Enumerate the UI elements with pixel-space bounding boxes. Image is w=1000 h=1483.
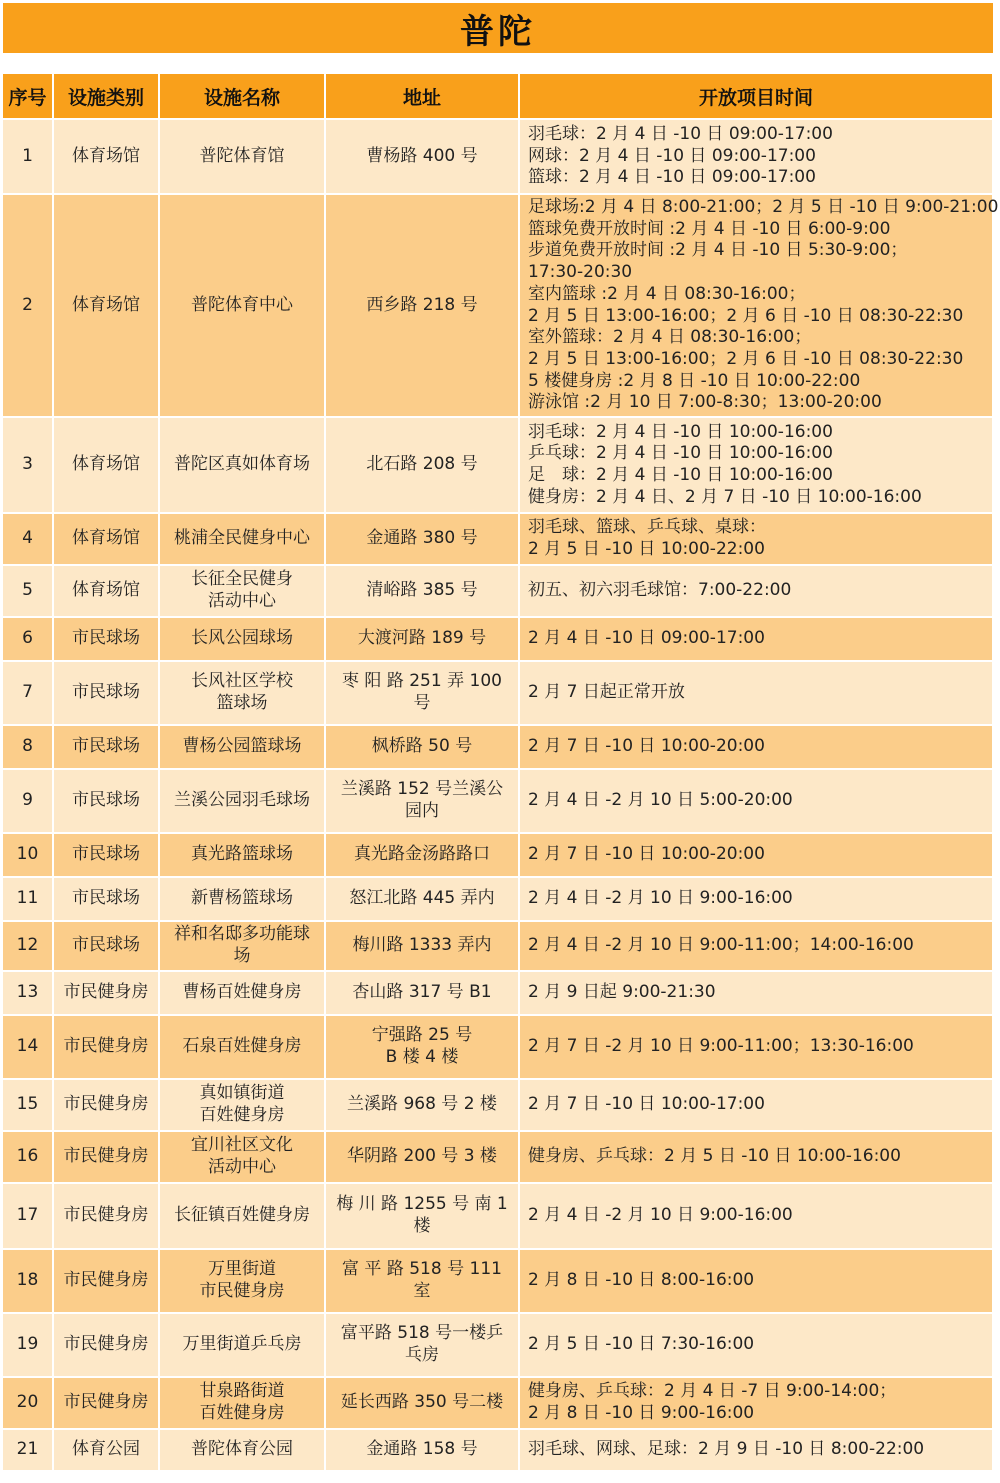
cell-hours-line: 2 月 4 日 -2 月 10 日 9:00-11:00；14:00-16:00 xyxy=(528,935,914,956)
table-row xyxy=(3,1183,993,1249)
cell-category: 市民球场 xyxy=(53,617,159,661)
cell-no: 20 xyxy=(3,1377,53,1429)
cell-address-line: B 楼 4 楼 xyxy=(385,1047,459,1067)
cell-address-line: 枣 阳 路 251 弄 100 xyxy=(342,671,502,692)
cell-name-line: 万里街道 xyxy=(208,1259,276,1280)
cell-name xyxy=(159,1015,325,1079)
cell-hours-line: 2 月 5 日 13:00-16:00；2 月 6 日 -10 日 08:30-22:30 xyxy=(528,305,964,326)
cell-no: 5 xyxy=(3,565,53,617)
header-category: 设施类别 xyxy=(53,74,159,119)
cell-hours xyxy=(519,1249,993,1313)
cell-address xyxy=(325,1249,519,1313)
cell-hours xyxy=(519,194,999,417)
cell-hours-line: 2 月 8 日 -10 日 8:00-16:00 xyxy=(528,1270,755,1291)
cell-address-line: 金通路 158 号 xyxy=(366,1439,478,1460)
cell-hours xyxy=(519,565,993,617)
cell-hours xyxy=(519,513,993,565)
cell-no: 8 xyxy=(3,725,53,769)
cell-name xyxy=(159,725,325,769)
cell-address-line: 大渡河路 189 号 xyxy=(357,628,487,649)
cell-hours-line: 2 月 4 日 -2 月 10 日 5:00-20:00 xyxy=(528,790,793,811)
header-hours: 开放项目时间 xyxy=(519,74,993,119)
cell-hours-line: 2 月 7 日 -10 日 10:00-17:00 xyxy=(528,1094,765,1115)
header-name: 设施名称 xyxy=(159,74,325,119)
cell-no: 3 xyxy=(3,417,53,513)
cell-hours-line: 2 月 7 日起正常开放 xyxy=(528,682,685,703)
cell-name xyxy=(159,1183,325,1249)
table-row xyxy=(3,833,993,877)
cell-category: 体育场馆 xyxy=(53,194,159,417)
cell-no: 17 xyxy=(3,1183,53,1249)
cell-hours xyxy=(519,1015,993,1079)
cell-name xyxy=(159,971,325,1015)
cell-name-line: 场 xyxy=(233,946,251,966)
cell-hours xyxy=(519,971,993,1015)
cell-name xyxy=(159,119,325,194)
cell-name-line: 新曹杨篮球场 xyxy=(191,888,293,909)
cell-hours-line: 2 月 7 日 -10 日 10:00-20:00 xyxy=(528,844,765,865)
cell-address-line: 兰溪路 152 号兰溪公 xyxy=(340,779,504,800)
cell-category: 市民球场 xyxy=(53,769,159,833)
cell-hours-line: 2 月 5 日 -10 日 10:00-22:00 xyxy=(528,539,765,559)
cell-address-line: 富平路 518 号一楼乒 xyxy=(340,1323,504,1344)
cell-hours xyxy=(519,417,993,513)
cell-hours-line: 初五、初六羽毛球馆：7:00-22:00 xyxy=(528,580,792,601)
cell-category: 市民球场 xyxy=(53,921,159,971)
cell-category: 市民健身房 xyxy=(53,1015,159,1079)
cell-hours-line: 室内篮球 :2 月 4 日 08:30-16:00； xyxy=(528,283,806,304)
cell-hours-line: 2 月 7 日 -10 日 10:00-20:00 xyxy=(528,736,765,757)
cell-address xyxy=(325,877,519,921)
cell-name-line: 长风公园球场 xyxy=(191,628,293,649)
cell-no: 18 xyxy=(3,1249,53,1313)
cell-hours xyxy=(519,769,993,833)
cell-address-line: 金通路 380 号 xyxy=(366,528,478,549)
cell-hours-line: 羽毛球：2 月 4 日 -10 日 09:00-17:00 xyxy=(528,123,833,144)
header-address: 地址 xyxy=(325,74,519,119)
cell-address-line: 华阴路 200 号 3 楼 xyxy=(347,1146,497,1167)
cell-hours-line: 2 月 7 日 -2 月 10 日 9:00-11:00；13:30-16:00 xyxy=(528,1036,914,1057)
cell-hours-line: 5 楼健身房 :2 月 8 日 -10 日 10:00-22:00 xyxy=(528,370,861,391)
cell-hours-line: 乒乓球：2 月 4 日 -10 日 10:00-16:00 xyxy=(528,443,833,464)
table-row xyxy=(3,1079,993,1131)
cell-no: 13 xyxy=(3,971,53,1015)
cell-address-line: 清峪路 385 号 xyxy=(366,580,478,601)
table-row xyxy=(3,1015,993,1079)
cell-hours xyxy=(519,1377,993,1429)
table-row xyxy=(3,725,993,769)
cell-address-line: 梅川路 1333 弄内 xyxy=(352,935,492,956)
cell-hours xyxy=(519,921,993,971)
cell-no: 6 xyxy=(3,617,53,661)
table-row xyxy=(3,1429,993,1471)
cell-category: 市民健身房 xyxy=(53,1183,159,1249)
cell-no: 4 xyxy=(3,513,53,565)
cell-category: 市民健身房 xyxy=(53,1249,159,1313)
cell-address-line: 梅 川 路 1255 号 南 1 xyxy=(336,1194,508,1215)
cell-category: 市民健身房 xyxy=(53,971,159,1015)
cell-name xyxy=(159,769,325,833)
cell-address xyxy=(325,1079,519,1131)
cell-category: 体育场馆 xyxy=(53,565,159,617)
cell-no: 10 xyxy=(3,833,53,877)
table-row xyxy=(3,1249,993,1313)
cell-address-line: 园内 xyxy=(405,801,439,821)
cell-address-line: 北石路 208 号 xyxy=(366,454,478,475)
cell-category: 市民球场 xyxy=(53,725,159,769)
cell-hours xyxy=(519,1131,993,1183)
header-no: 序号 xyxy=(3,74,53,119)
cell-address xyxy=(325,769,519,833)
cell-address-line: 室 xyxy=(413,1281,431,1301)
cell-name-line: 祥和名邸多功能球 xyxy=(174,924,310,945)
cell-name xyxy=(159,921,325,971)
cell-name xyxy=(159,661,325,725)
cell-name-line: 真光路篮球场 xyxy=(191,844,293,865)
cell-name-line: 篮球场 xyxy=(216,693,268,713)
cell-category: 市民健身房 xyxy=(53,1079,159,1131)
cell-address-line: 宁强路 25 号 xyxy=(371,1025,473,1046)
cell-category: 市民球场 xyxy=(53,877,159,921)
cell-no: 15 xyxy=(3,1079,53,1131)
cell-no: 1 xyxy=(3,119,53,194)
table-body xyxy=(3,119,999,1471)
cell-name-line: 市民健身房 xyxy=(199,1281,285,1301)
cell-hours-line: 足 球：2 月 4 日 -10 日 10:00-16:00 xyxy=(528,465,833,485)
cell-no: 11 xyxy=(3,877,53,921)
district-title: 普陀 xyxy=(460,11,536,52)
cell-category: 体育场馆 xyxy=(53,417,159,513)
cell-hours-line: 健身房、乒乓球：2 月 4 日 -7 日 9:00-14:00； xyxy=(528,1381,897,1402)
cell-name xyxy=(159,513,325,565)
cell-address-line: 楼 xyxy=(413,1216,431,1236)
cell-address-line: 真光路金汤路路口 xyxy=(354,844,490,865)
cell-address xyxy=(325,119,519,194)
cell-name-line: 普陀体育馆 xyxy=(199,145,285,166)
cell-address-line: 杏山路 317 号 B1 xyxy=(352,982,492,1003)
cell-name xyxy=(159,833,325,877)
cell-name-line: 百姓健身房 xyxy=(199,1105,285,1125)
cell-hours-line: 篮球免费开放时间 :2 月 4 日 -10 日 6:00-9:00 xyxy=(528,218,891,239)
cell-address xyxy=(325,725,519,769)
cell-hours-line: 步道免费开放时间 :2 月 4 日 -10 日 5:30-9:00； xyxy=(528,240,908,261)
cell-name-line: 百姓健身房 xyxy=(199,1403,285,1423)
facility-table xyxy=(3,74,999,1472)
cell-hours xyxy=(519,833,993,877)
cell-name xyxy=(159,565,325,617)
cell-hours-line: 2 月 4 日 -2 月 10 日 9:00-16:00 xyxy=(528,1205,793,1226)
table-row xyxy=(3,971,993,1015)
cell-name-line: 曹杨公园篮球场 xyxy=(182,736,302,757)
cell-hours-line: 室外篮球：2 月 4 日 08:30-16:00； xyxy=(528,327,812,348)
cell-hours-line: 羽毛球：2 月 4 日 -10 日 10:00-16:00 xyxy=(528,421,833,442)
cell-hours-line: 羽毛球、篮球、乒乓球、桌球： xyxy=(528,517,766,538)
cell-name-line: 宜川社区文化 xyxy=(191,1135,293,1156)
cell-hours-line: 网球：2 月 4 日 -10 日 09:00-17:00 xyxy=(528,145,816,166)
cell-address xyxy=(325,1183,519,1249)
cell-name-line: 万里街道乒乓房 xyxy=(182,1334,302,1355)
cell-no: 19 xyxy=(3,1313,53,1377)
cell-hours-line: 健身房：2 月 4 日、2 月 7 日 -10 日 10:00-16:00 xyxy=(528,486,922,507)
cell-address xyxy=(325,1131,519,1183)
cell-category: 市民球场 xyxy=(53,661,159,725)
cell-name-line: 真如镇街道 xyxy=(199,1083,285,1104)
cell-name-line: 曹杨百姓健身房 xyxy=(182,982,302,1003)
cell-hours-line: 2 月 4 日 -2 月 10 日 9:00-16:00 xyxy=(528,888,793,909)
table-row xyxy=(3,661,993,725)
cell-name xyxy=(159,417,325,513)
cell-hours xyxy=(519,617,993,661)
cell-name xyxy=(159,194,325,417)
cell-name-line: 长征镇百姓健身房 xyxy=(174,1205,310,1226)
cell-address-line: 西乡路 218 号 xyxy=(366,294,478,315)
cell-hours-line: 2 月 5 日 -10 日 7:30-16:00 xyxy=(528,1334,755,1355)
cell-name-line: 长风社区学校 xyxy=(191,671,293,692)
cell-name xyxy=(159,617,325,661)
cell-hours xyxy=(519,1183,993,1249)
table-row xyxy=(3,1313,993,1377)
cell-name-line: 长征全民健身 xyxy=(191,569,293,590)
cell-no: 21 xyxy=(3,1429,53,1471)
table-row xyxy=(3,1377,993,1429)
table-row xyxy=(3,877,993,921)
cell-address xyxy=(325,833,519,877)
cell-address-line: 乓房 xyxy=(405,1345,439,1365)
cell-address xyxy=(325,617,519,661)
cell-no: 12 xyxy=(3,921,53,971)
cell-address xyxy=(325,513,519,565)
cell-address xyxy=(325,417,519,513)
cell-address-line: 枫桥路 50 号 xyxy=(371,736,473,757)
cell-hours xyxy=(519,725,993,769)
cell-name-line: 普陀体育公园 xyxy=(191,1439,293,1460)
cell-name xyxy=(159,877,325,921)
cell-address xyxy=(325,1015,519,1079)
cell-no: 2 xyxy=(3,194,53,417)
cell-hours xyxy=(519,119,993,194)
cell-hours-line: 篮球：2 月 4 日 -10 日 09:00-17:00 xyxy=(528,167,816,188)
cell-category: 体育场馆 xyxy=(53,513,159,565)
cell-address-line: 富 平 路 518 号 111 xyxy=(342,1259,502,1280)
cell-category: 体育场馆 xyxy=(53,119,159,194)
cell-address-line: 曹杨路 400 号 xyxy=(366,145,478,166)
cell-name-line: 普陀区真如体育场 xyxy=(174,454,310,475)
cell-hours-line: 2 月 4 日 -10 日 09:00-17:00 xyxy=(528,628,765,649)
cell-no: 7 xyxy=(3,661,53,725)
cell-address-line: 号 xyxy=(413,693,431,713)
cell-hours xyxy=(519,877,993,921)
cell-address xyxy=(325,194,519,417)
cell-address-line: 延长西路 350 号二楼 xyxy=(340,1392,504,1413)
cell-address-line: 兰溪路 968 号 2 楼 xyxy=(347,1094,497,1115)
table-row xyxy=(3,513,993,565)
cell-name xyxy=(159,1131,325,1183)
table-row xyxy=(3,417,993,513)
table-row xyxy=(3,769,993,833)
cell-hours xyxy=(519,1313,993,1377)
cell-address xyxy=(325,1429,519,1471)
table-row xyxy=(3,921,993,971)
cell-hours-line: 健身房、乒乓球：2 月 5 日 -10 日 10:00-16:00 xyxy=(528,1146,901,1167)
cell-address xyxy=(325,661,519,725)
cell-name-line: 甘泉路街道 xyxy=(199,1381,285,1402)
cell-name-line: 桃浦全民健身中心 xyxy=(174,528,310,549)
cell-address xyxy=(325,565,519,617)
cell-name-line: 活动中心 xyxy=(208,1157,276,1177)
cell-address xyxy=(325,1313,519,1377)
table-row xyxy=(3,194,993,417)
cell-no: 16 xyxy=(3,1131,53,1183)
cell-no: 9 xyxy=(3,769,53,833)
cell-name-line: 普陀体育中心 xyxy=(191,294,293,315)
cell-name xyxy=(159,1249,325,1313)
cell-category: 市民健身房 xyxy=(53,1313,159,1377)
district-banner xyxy=(3,3,993,53)
cell-category: 市民球场 xyxy=(53,833,159,877)
cell-name xyxy=(159,1377,325,1429)
cell-address xyxy=(325,921,519,971)
table-header-row xyxy=(3,74,993,119)
table-row xyxy=(3,565,993,617)
table-row xyxy=(3,1131,993,1183)
cell-name-line: 石泉百姓健身房 xyxy=(182,1036,302,1057)
cell-name xyxy=(159,1079,325,1131)
table-row xyxy=(3,119,993,194)
table-row xyxy=(3,617,993,661)
cell-address xyxy=(325,1377,519,1429)
cell-hours-line: 游泳馆 :2 月 10 日 7:00-8:30；13:00-20:00 xyxy=(528,392,882,413)
cell-no: 14 xyxy=(3,1015,53,1079)
cell-hours xyxy=(519,1429,993,1471)
cell-hours-line: 2 月 8 日 -10 日 9:00-16:00 xyxy=(528,1403,755,1423)
cell-hours-line: 2 月 5 日 13:00-16:00；2 月 6 日 -10 日 08:30-22:30 xyxy=(528,348,964,369)
cell-category: 体育公园 xyxy=(53,1429,159,1471)
cell-hours-line: 足球场:2 月 4 日 8:00-21:00；2 月 5 日 -10 日 9:00-21:00 xyxy=(528,196,999,217)
cell-category: 市民健身房 xyxy=(53,1377,159,1429)
cell-category: 市民健身房 xyxy=(53,1131,159,1183)
cell-name-line: 活动中心 xyxy=(208,591,276,611)
cell-name-line: 兰溪公园羽毛球场 xyxy=(174,790,310,811)
cell-hours-line: 17:30-20:30 xyxy=(528,262,633,283)
cell-hours-line: 羽毛球、网球、足球：2 月 9 日 -10 日 8:00-22:00 xyxy=(528,1439,925,1460)
cell-address xyxy=(325,971,519,1015)
cell-address-line: 怒江北路 445 弄内 xyxy=(349,888,495,909)
cell-hours xyxy=(519,1079,993,1131)
cell-name xyxy=(159,1429,325,1471)
cell-hours-line: 2 月 9 日起 9:00-21:30 xyxy=(528,982,716,1003)
cell-hours xyxy=(519,661,993,725)
cell-name xyxy=(159,1313,325,1377)
